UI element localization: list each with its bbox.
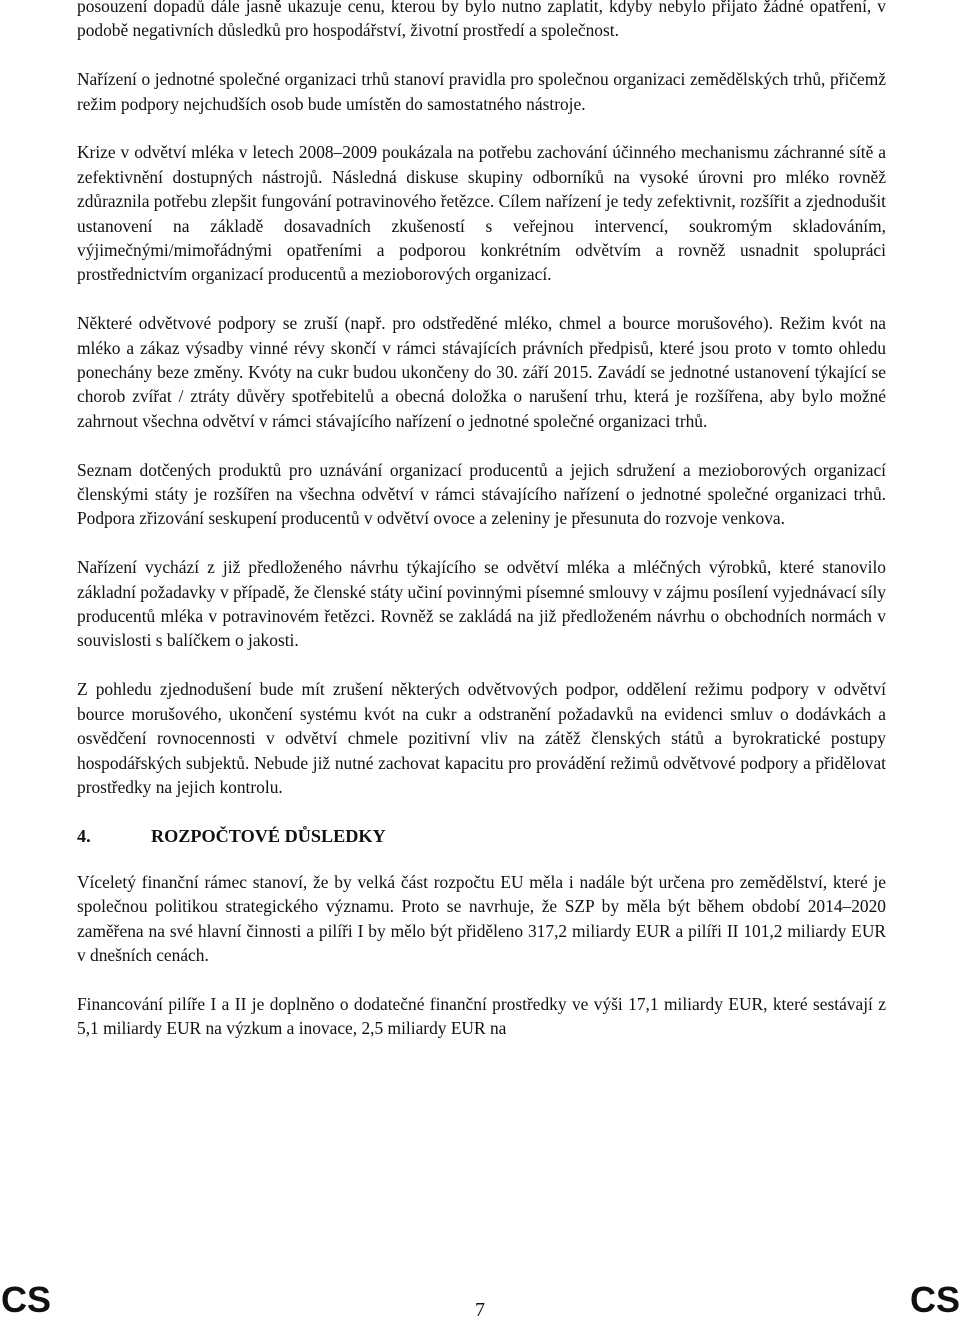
paragraph-9: Financování pilíře I a II je doplněno o dodatečné finanční prostředky ve výši 17,1 miliardy EUR, které sestávají z 5,1 miliardy EUR na výzkum a inovace, 2,5 miliardy EUR na: [77, 993, 886, 1039]
paragraph-6: Nařízení vychází z již předloženého návrhu týkajícího se odvětví mléka a mléčných výrobků, které stanovilo základní požadavky v případě, že členské státy učiní povinnými písemné smlouvy v zájmu posílení vyjednávací síly producentů mléka v potravinovém řetězci. Rovněž se zakládá na již předloženém návrhu o obchodních normách v souvislosti s balíčkem o jakosti.: [77, 557, 886, 651]
paragraph-4: Některé odvětvové podpory se zruší (např. pro odstředěné mléko, chmel a bource morušového). Režim kvót na mléko a zákaz výsadby vinné révy skončí v rámci stávajících právních předpisů, které jsou proto v tomto ohledu ponechány beze změny. Kvóty na cukr budou ukončeny do 30. září 2015. Zavádí se jednotné ustanovení týkající se chorob zvířat / ztráty důvěry spotřebitelů a obecná doložka o narušení trhu, která je rozšířena, aby bylo možné zahrnout všechna odvětví v rámci stávajícího nařízení o jednotné společné organizaci trhů.: [77, 313, 886, 431]
paragraph-1: posouzení dopadů dále jasně ukazuje cenu, kterou by bylo nutno zaplatit, kdyby nebylo přijato žádné opatření, v podobě negativních důsledků pro hospodářství, životní prostředí a společnost.: [77, 0, 886, 41]
paragraph-2: Nařízení o jednotné společné organizaci trhů stanoví pravidla pro společnou organizaci zemědělských trhů, přičemž režim podpory nejchudších osob bude umístěn do samostatného nástroje.: [77, 69, 886, 114]
section-title: ROZPOČTOVÉ DŮSLEDKY: [151, 825, 386, 846]
page-number: 7: [475, 1299, 485, 1321]
paragraph-7: Z pohledu zjednodušení bude mít zrušení některých odvětvových podpor, oddělení režimu podpory v odvětví bource morušového, ukončení systému kvót na cukr a odstranění požadavků na evidenci smluv o dodávkách a osvědčení rovnocennosti v odvětví chmele pozitivní vliv na zátěž členských států a byrokratické postupy hospodářských subjektů. Nebude již nutné zachovat kapacitu pro provádění režimů odvětvové podpory a přidělovat prostředky na jejich kontrolu.: [77, 679, 886, 797]
footer-language-right: CS: [909, 1279, 960, 1320]
section-heading: [77, 824, 886, 848]
paragraph-5: Seznam dotčených produktů pro uznávání organizací producentů a jejich sdružení a mezioborových organizací členskými státy je rozšířen na všechna odvětví v rámci stávajícího nařízení o jednotné společné organizaci trhů. Podpora zřizování seskupení producentů v odvětví ovoce a zeleniny je přesunuta do rozvoje venkova.: [77, 459, 886, 529]
paragraph-8: Víceletý finanční rámec stanoví, že by velká část rozpočtu EU měla i nadále být určena pro zemědělství, které je společnou politikou strategického významu. Proto se navrhuje, že SZP by měla být během období 2014–2020 zaměřena na své hlavní činnosti a pilíři I by mělo být přiděleno 317,2 miliardy EUR a pilíři II 101,2 miliardy EUR v dnešních cenách.: [77, 871, 886, 965]
paragraph-3: Krize v odvětví mléka v letech 2008–2009 poukázala na potřebu zachování účinného mechanismu záchranné sítě a zefektivnění dostupných nástrojů. Následná diskuse skupiny odborníků na vysoké úrovni pro mléko rovněž zdůraznila potřebu zlepšit fungování potravinového řetězce. Cílem nařízení je tedy zefektivnit, rozšířit a zjednodušit ustanovení na základě dosavadních zkušeností s veřejnou intervencí, soukromým skladováním, výjimečnými/mimořádnými opatřeními a podporou konkrétním odvětvím a rovněž usnadnit spolupráci prostřednictvím organizací producentů a mezioborových organizací.: [77, 142, 886, 285]
document-body: [77, 0, 886, 1065]
footer-language-left: CS: [1, 1279, 52, 1320]
section-number: 4.: [77, 825, 91, 846]
